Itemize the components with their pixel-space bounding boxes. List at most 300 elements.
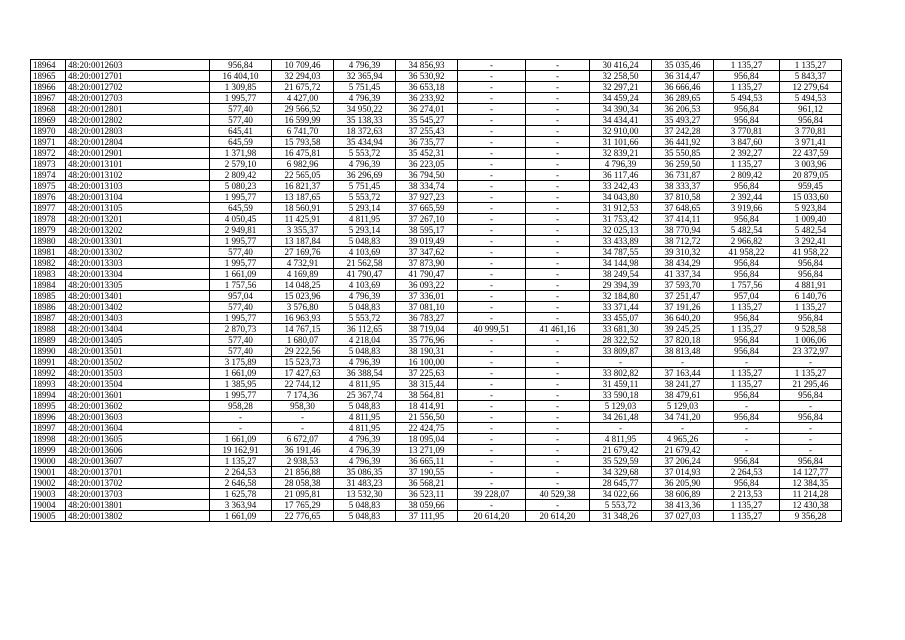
value-cell: 9 528,58 [780, 324, 842, 335]
table-row [31, 280, 842, 291]
value-cell: 13 187,65 [272, 192, 334, 203]
value-cell: 11 214,28 [780, 489, 842, 500]
value-cell: - [526, 170, 590, 181]
value-cell: 1 661,09 [210, 269, 272, 280]
value-cell: 36 523,11 [396, 489, 458, 500]
value-cell: 16 100,00 [396, 357, 458, 368]
table-row [31, 390, 842, 401]
value-cell: 38 334,74 [396, 181, 458, 192]
value-cell: 32 839,21 [590, 148, 652, 159]
value-cell: 37 593,70 [652, 280, 714, 291]
cadastral-number-cell: 48:20:0013201 [66, 214, 210, 225]
value-cell: - [458, 478, 526, 489]
value-cell: 31 912,53 [590, 203, 652, 214]
value-cell: 34 144,98 [590, 258, 652, 269]
value-cell: 19 162,91 [210, 445, 272, 456]
value-cell: 9 356,28 [780, 511, 842, 522]
value-cell: 5 482,54 [780, 225, 842, 236]
table-row [31, 82, 842, 93]
value-cell: 5 553,72 [590, 500, 652, 511]
value-cell: - [458, 225, 526, 236]
value-cell: 23 372,97 [780, 346, 842, 357]
cadastral-number-cell: 48:20:0013303 [66, 258, 210, 269]
cadastral-number-cell: 48:20:0013405 [66, 335, 210, 346]
value-cell: 2 646,58 [210, 478, 272, 489]
value-cell: 36 259,50 [652, 159, 714, 170]
value-cell: 37 027,03 [652, 511, 714, 522]
value-cell: 34 261,48 [590, 412, 652, 423]
value-cell: 1 661,09 [210, 511, 272, 522]
value-cell: 5 129,03 [590, 401, 652, 412]
value-cell: - [714, 423, 780, 434]
value-cell: 1 135,27 [780, 302, 842, 313]
value-cell: 577,40 [210, 104, 272, 115]
value-cell: 956,84 [780, 412, 842, 423]
value-cell: - [458, 467, 526, 478]
value-cell: 36 223,05 [396, 159, 458, 170]
value-cell: 956,84 [714, 313, 780, 324]
value-cell: - [458, 170, 526, 181]
cadastral-number-cell: 48:20:0013703 [66, 489, 210, 500]
value-cell: - [210, 412, 272, 423]
value-cell: 1 385,95 [210, 379, 272, 390]
value-cell: 956,84 [780, 269, 842, 280]
value-cell: - [526, 434, 590, 445]
value-cell: 25 367,74 [334, 390, 396, 401]
value-cell: 38 813,48 [652, 346, 714, 357]
table-row [31, 478, 842, 489]
value-cell: 5 751,45 [334, 82, 396, 93]
value-cell: - [458, 357, 526, 368]
cadastral-number-cell: 48:20:0013104 [66, 192, 210, 203]
value-cell: - [458, 258, 526, 269]
row-number-cell: 18977 [31, 203, 66, 214]
value-cell: 1 371,98 [210, 148, 272, 159]
value-cell: 36 289,65 [652, 93, 714, 104]
value-cell: 13 532,30 [334, 489, 396, 500]
row-number-cell: 18993 [31, 379, 66, 390]
value-cell: 1 135,27 [714, 60, 780, 71]
value-cell: 3 971,41 [780, 137, 842, 148]
table-row [31, 313, 842, 324]
value-cell: 33 802,82 [590, 368, 652, 379]
value-cell: 36 314,47 [652, 71, 714, 82]
value-cell: 2 392,44 [714, 192, 780, 203]
value-cell: - [590, 423, 652, 434]
value-cell: 956,84 [780, 115, 842, 126]
value-cell: 4 811,95 [334, 412, 396, 423]
value-cell: 37 191,26 [652, 302, 714, 313]
table-row [31, 203, 842, 214]
value-cell: 35 086,35 [334, 467, 396, 478]
value-cell: 35 545,27 [396, 115, 458, 126]
value-cell: - [526, 401, 590, 412]
cadastral-number-cell: 48:20:0012702 [66, 82, 210, 93]
value-cell: 37 255,43 [396, 126, 458, 137]
value-cell: 38 719,04 [396, 324, 458, 335]
value-cell: 37 820,18 [652, 335, 714, 346]
value-cell: 4 796,39 [590, 159, 652, 170]
value-cell: 1 135,27 [714, 500, 780, 511]
table-row [31, 379, 842, 390]
value-cell: 5 494,53 [780, 93, 842, 104]
value-cell: - [526, 390, 590, 401]
value-cell: 5 129,03 [652, 401, 714, 412]
value-cell: - [458, 335, 526, 346]
value-cell: 4 427,00 [272, 93, 334, 104]
value-cell: 5 048,83 [334, 236, 396, 247]
value-cell: 956,84 [714, 181, 780, 192]
value-cell: 38 434,29 [652, 258, 714, 269]
row-number-cell: 18964 [31, 60, 66, 71]
row-number-cell: 18975 [31, 181, 66, 192]
cadastral-number-cell: 48:20:0013606 [66, 445, 210, 456]
row-number-cell: 18992 [31, 368, 66, 379]
value-cell: 645,59 [210, 137, 272, 148]
value-cell: 33 433,89 [590, 236, 652, 247]
cadastral-number-cell: 48:20:0012802 [66, 115, 210, 126]
value-cell: 34 434,41 [590, 115, 652, 126]
value-cell: 41 790,47 [396, 269, 458, 280]
value-cell: 4 811,95 [334, 379, 396, 390]
value-cell: - [526, 335, 590, 346]
table-row [31, 93, 842, 104]
row-number-cell: 18973 [31, 159, 66, 170]
value-cell: 37 648,65 [652, 203, 714, 214]
cadastral-number-cell: 48:20:0012701 [66, 71, 210, 82]
table-row [31, 511, 842, 522]
value-cell: 1 135,27 [714, 324, 780, 335]
value-cell: 38 413,36 [652, 500, 714, 511]
value-cell: - [526, 456, 590, 467]
value-cell: 1 995,77 [210, 93, 272, 104]
row-number-cell: 18984 [31, 280, 66, 291]
value-cell: 33 809,87 [590, 346, 652, 357]
value-cell: - [458, 192, 526, 203]
value-cell: 3 292,41 [780, 236, 842, 247]
value-cell: 34 787,55 [590, 247, 652, 258]
table-row [31, 302, 842, 313]
value-cell: 5 494,53 [714, 93, 780, 104]
value-cell: 33 590,18 [590, 390, 652, 401]
value-cell: 38 059,66 [396, 500, 458, 511]
table-row [31, 148, 842, 159]
value-cell: 956,84 [210, 60, 272, 71]
value-cell: 5 048,83 [334, 511, 396, 522]
value-cell: - [458, 269, 526, 280]
table-row [31, 269, 842, 280]
table-row [31, 500, 842, 511]
cadastral-number-cell: 48:20:0013103 [66, 181, 210, 192]
value-cell: 37 190,55 [396, 467, 458, 478]
value-cell: 956,84 [780, 313, 842, 324]
value-cell: - [526, 357, 590, 368]
cadastral-number-cell: 48:20:0013403 [66, 313, 210, 324]
value-cell: 37 414,11 [652, 214, 714, 225]
value-cell: 34 043,80 [590, 192, 652, 203]
value-cell: 956,84 [714, 269, 780, 280]
value-cell: 18 414,91 [396, 401, 458, 412]
value-cell: 37 810,58 [652, 192, 714, 203]
value-cell: 2 966,82 [714, 236, 780, 247]
value-cell: 5 048,83 [334, 500, 396, 511]
value-cell: 38 712,72 [652, 236, 714, 247]
value-cell: - [526, 104, 590, 115]
value-cell: 37 242,28 [652, 126, 714, 137]
value-cell: 6 672,07 [272, 434, 334, 445]
value-cell: - [458, 93, 526, 104]
value-cell: - [458, 346, 526, 357]
value-cell: 4 796,39 [334, 291, 396, 302]
value-cell: 36 296,69 [334, 170, 396, 181]
value-cell: 5 293,14 [334, 225, 396, 236]
value-cell: 13 271,09 [396, 445, 458, 456]
cadastral-number-cell: 48:20:0013801 [66, 500, 210, 511]
value-cell: 11 425,91 [272, 214, 334, 225]
value-cell: 14 127,77 [780, 467, 842, 478]
value-cell: 37 163,44 [652, 368, 714, 379]
value-cell: 28 058,38 [272, 478, 334, 489]
value-cell: - [526, 71, 590, 82]
value-cell: 3 919,66 [714, 203, 780, 214]
value-cell: 645,41 [210, 126, 272, 137]
value-cell: 1 135,27 [714, 302, 780, 313]
value-cell: 36 441,92 [652, 137, 714, 148]
value-cell: - [526, 159, 590, 170]
value-cell: 27 169,76 [272, 247, 334, 258]
value-cell: - [526, 214, 590, 225]
value-cell: 31 753,42 [590, 214, 652, 225]
value-cell: 1 135,27 [714, 159, 780, 170]
value-cell: 36 665,11 [396, 456, 458, 467]
value-cell: 36 388,54 [334, 368, 396, 379]
value-cell: 1 995,77 [210, 236, 272, 247]
cadastral-number-cell: 48:20:0013401 [66, 291, 210, 302]
value-cell: - [458, 379, 526, 390]
value-cell: 957,04 [714, 291, 780, 302]
value-cell: 5 293,14 [334, 203, 396, 214]
value-cell: 39 245,25 [652, 324, 714, 335]
table-row [31, 192, 842, 203]
row-number-cell: 18970 [31, 126, 66, 137]
row-number-cell: 18982 [31, 258, 66, 269]
cadastral-number-cell: 48:20:0012901 [66, 148, 210, 159]
cadastral-number-cell: 48:20:0013302 [66, 247, 210, 258]
value-cell: 956,84 [714, 214, 780, 225]
value-cell: 4 103,69 [334, 280, 396, 291]
value-cell: 4 811,95 [334, 214, 396, 225]
table-row [31, 401, 842, 412]
value-cell: - [458, 115, 526, 126]
value-cell: - [526, 302, 590, 313]
value-cell: 1 135,27 [210, 456, 272, 467]
row-number-cell: 19001 [31, 467, 66, 478]
value-cell: - [526, 126, 590, 137]
value-cell: - [526, 379, 590, 390]
value-cell: 34 741,20 [652, 412, 714, 423]
value-cell: 4 811,95 [590, 434, 652, 445]
table-row [31, 434, 842, 445]
table-row [31, 357, 842, 368]
value-cell: 4 796,39 [334, 445, 396, 456]
value-cell: 1 309,85 [210, 82, 272, 93]
row-number-cell: 18988 [31, 324, 66, 335]
value-cell: 4 218,04 [334, 335, 396, 346]
value-cell: 12 430,38 [780, 500, 842, 511]
table-row [31, 225, 842, 236]
value-cell: 36 568,21 [396, 478, 458, 489]
cadastral-number-cell: 48:20:0013402 [66, 302, 210, 313]
row-number-cell: 19003 [31, 489, 66, 500]
value-cell: 31 483,23 [334, 478, 396, 489]
value-cell: 4 811,95 [334, 423, 396, 434]
value-cell: 33 455,07 [590, 313, 652, 324]
value-cell: 3 847,60 [714, 137, 780, 148]
value-cell: 33 681,30 [590, 324, 652, 335]
value-cell: - [526, 500, 590, 511]
value-cell: - [526, 291, 590, 302]
value-cell: 36 731,87 [652, 170, 714, 181]
value-cell: 14 767,15 [272, 324, 334, 335]
value-cell: 31 101,66 [590, 137, 652, 148]
value-cell: 2 949,81 [210, 225, 272, 236]
value-cell: - [526, 93, 590, 104]
value-cell: 2 392,27 [714, 148, 780, 159]
cadastral-number-cell: 48:20:0013601 [66, 390, 210, 401]
value-cell: 6 741,70 [272, 126, 334, 137]
value-cell: 35 776,96 [396, 335, 458, 346]
cadastral-number-cell: 48:20:0013102 [66, 170, 210, 181]
value-cell: - [272, 423, 334, 434]
row-number-cell: 18987 [31, 313, 66, 324]
table-row [31, 467, 842, 478]
value-cell: 37 111,95 [396, 511, 458, 522]
row-number-cell: 18998 [31, 434, 66, 445]
value-cell: 34 329,68 [590, 467, 652, 478]
row-number-cell: 18966 [31, 82, 66, 93]
value-cell: 5 553,72 [334, 192, 396, 203]
value-cell: - [526, 203, 590, 214]
value-cell: - [526, 137, 590, 148]
value-cell: 4 796,39 [334, 159, 396, 170]
value-cell: 1 135,27 [780, 368, 842, 379]
value-cell: 956,84 [714, 346, 780, 357]
value-cell: 1 006,06 [780, 335, 842, 346]
value-cell: 22 424,75 [396, 423, 458, 434]
value-cell: 10 709,46 [272, 60, 334, 71]
value-cell: 6 982,96 [272, 159, 334, 170]
value-cell: 961,12 [780, 104, 842, 115]
value-cell: - [526, 192, 590, 203]
value-cell: - [526, 236, 590, 247]
value-cell: 34 950,22 [334, 104, 396, 115]
value-cell: 12 279,64 [780, 82, 842, 93]
value-cell: 16 599,99 [272, 115, 334, 126]
value-cell: 7 174,36 [272, 390, 334, 401]
cadastral-number-cell: 48:20:0013603 [66, 412, 210, 423]
value-cell: 1 757,56 [714, 280, 780, 291]
row-number-cell: 18996 [31, 412, 66, 423]
value-cell: 41 337,34 [652, 269, 714, 280]
value-cell: 38 249,54 [590, 269, 652, 280]
value-cell: 956,84 [714, 115, 780, 126]
value-cell: - [458, 302, 526, 313]
value-cell: - [526, 313, 590, 324]
value-cell: - [458, 126, 526, 137]
value-cell: 16 404,10 [210, 71, 272, 82]
value-cell: 16 821,37 [272, 181, 334, 192]
value-cell: 38 315,44 [396, 379, 458, 390]
value-cell: - [210, 423, 272, 434]
value-cell: 1 757,56 [210, 280, 272, 291]
value-cell: 38 606,89 [652, 489, 714, 500]
value-cell: 37 336,01 [396, 291, 458, 302]
value-cell: 18 372,63 [334, 126, 396, 137]
table-row [31, 291, 842, 302]
cadastral-number-cell: 48:20:0013202 [66, 225, 210, 236]
row-number-cell: 18974 [31, 170, 66, 181]
value-cell: 38 595,17 [396, 225, 458, 236]
value-cell: - [458, 203, 526, 214]
value-cell: - [526, 478, 590, 489]
cadastral-number-cell: 48:20:0013304 [66, 269, 210, 280]
value-cell: 3 576,80 [272, 302, 334, 313]
value-cell: 5 048,83 [334, 346, 396, 357]
value-cell: 17 427,63 [272, 368, 334, 379]
value-cell: 5 553,72 [334, 313, 396, 324]
value-cell: 956,84 [714, 478, 780, 489]
value-cell: 4 732,91 [272, 258, 334, 269]
cadastral-number-cell: 48:20:0012703 [66, 93, 210, 104]
value-cell: - [458, 390, 526, 401]
value-cell: 1 995,77 [210, 390, 272, 401]
value-cell: - [714, 357, 780, 368]
value-cell: 33 242,43 [590, 181, 652, 192]
value-cell: 37 267,10 [396, 214, 458, 225]
row-number-cell: 18969 [31, 115, 66, 126]
value-cell: 29 566,52 [272, 104, 334, 115]
value-cell: 37 927,23 [396, 192, 458, 203]
table-body [31, 60, 842, 522]
value-cell: 957,04 [210, 291, 272, 302]
value-cell: 577,40 [210, 335, 272, 346]
value-cell: 3 770,81 [780, 126, 842, 137]
value-cell: - [458, 148, 526, 159]
value-cell: 4 103,69 [334, 247, 396, 258]
value-cell: 4 796,39 [334, 434, 396, 445]
value-cell: - [714, 401, 780, 412]
row-number-cell: 18967 [31, 93, 66, 104]
value-cell: - [526, 280, 590, 291]
value-cell: - [458, 280, 526, 291]
value-cell: 20 614,20 [458, 511, 526, 522]
table-row [31, 236, 842, 247]
value-cell: 35 550,85 [652, 148, 714, 159]
value-cell: 3 363,94 [210, 500, 272, 511]
value-cell: 1 135,27 [780, 60, 842, 71]
value-cell: 29 394,39 [590, 280, 652, 291]
value-cell: 15 033,60 [780, 192, 842, 203]
value-cell: 16 475,81 [272, 148, 334, 159]
value-cell: 39 019,49 [396, 236, 458, 247]
table-row [31, 170, 842, 181]
value-cell: - [458, 71, 526, 82]
value-cell: 38 770,94 [652, 225, 714, 236]
value-cell: 35 035,46 [652, 60, 714, 71]
table-row [31, 456, 842, 467]
value-cell: 41 958,22 [780, 247, 842, 258]
value-cell: 21 562,58 [334, 258, 396, 269]
